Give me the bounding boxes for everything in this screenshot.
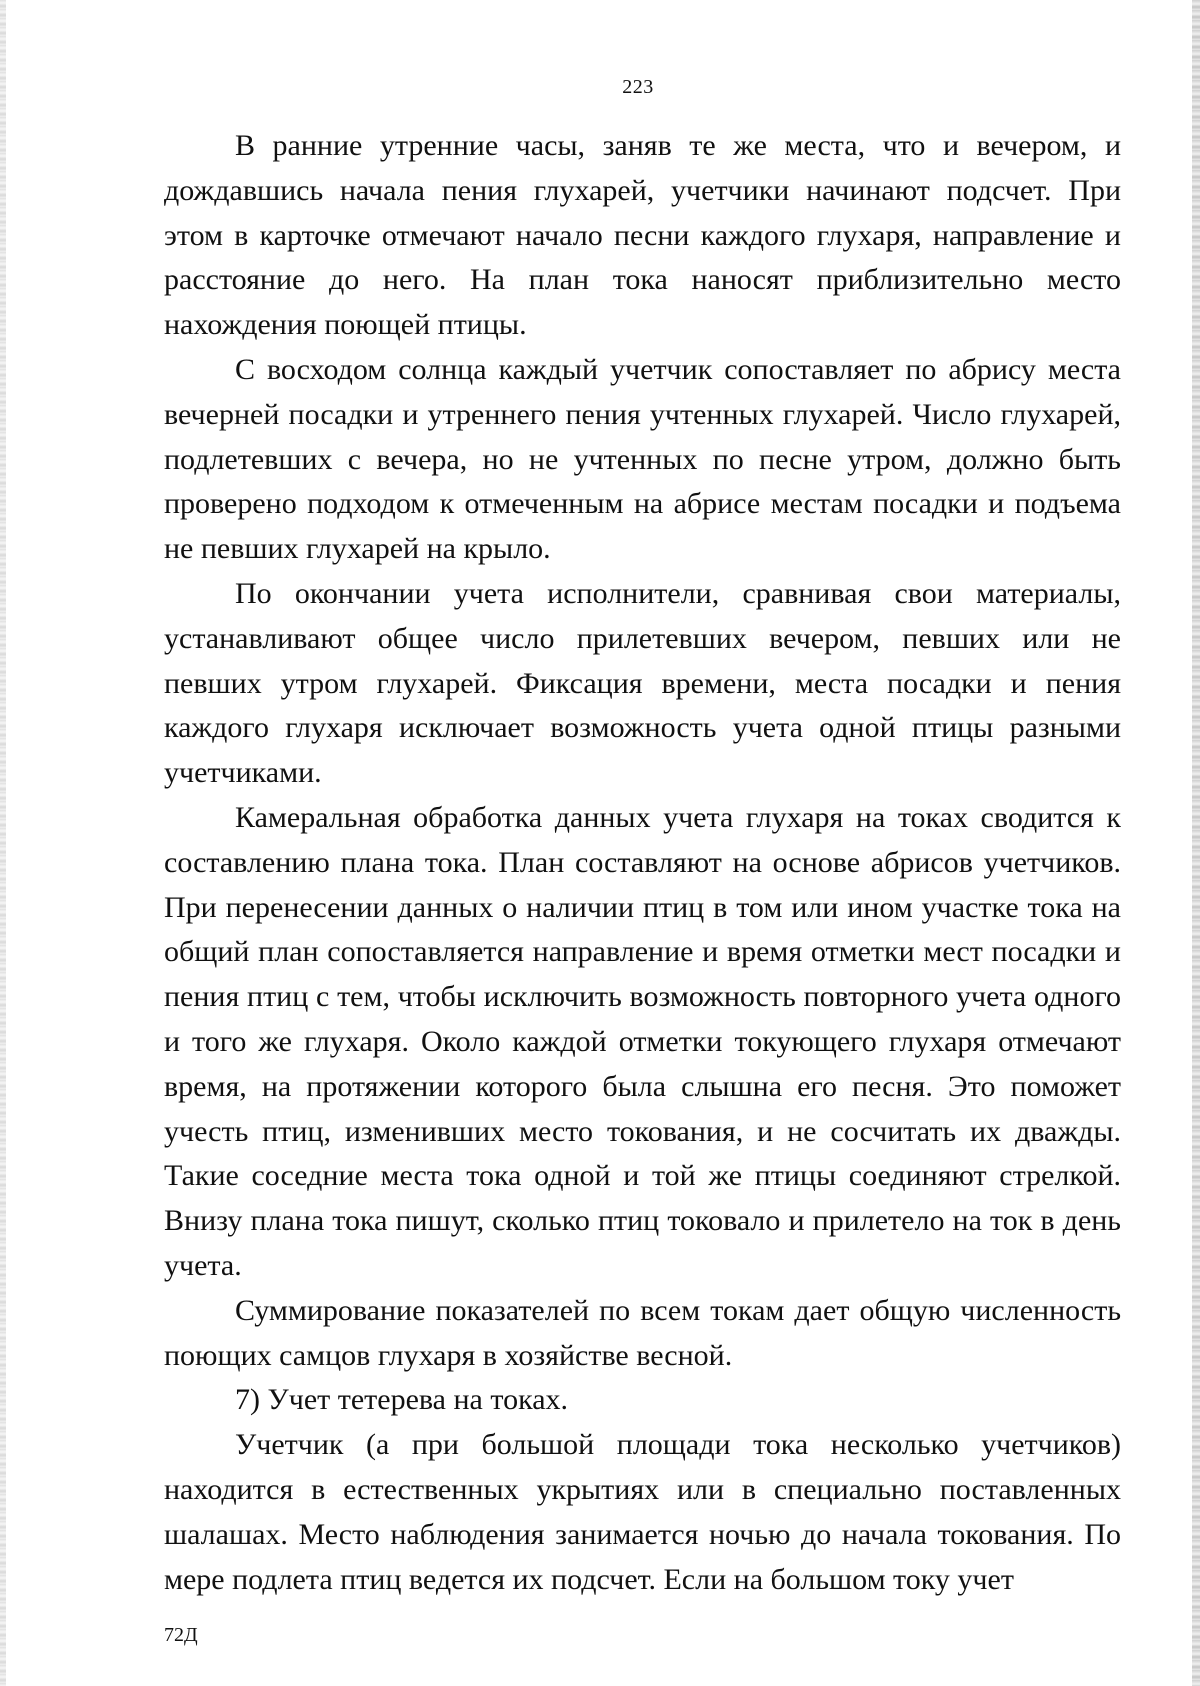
text-column bbox=[164, 124, 1121, 1602]
paragraph-black-grouse-count: Учетчик (а при большой площади тока несколько учетчиков) находится в естественных укрытиях или в специально поставленных шалашах. Место наблюдения занимается ночью до начала токования. По мере подлета птиц ведется их подсчет. Если на большом току учет bbox=[164, 1428, 1121, 1596]
footer-code: 72Д bbox=[164, 1624, 198, 1646]
paragraph-end-of-count: По окончании учета исполнители, сравнивая свои материалы, устанавливают общее число прилетевших вечером, певших или не певших утром глухарей. Фиксация времени, места посадки и пения каждого глухаря исключает возможность учета одной птицы разными учетчиками. bbox=[164, 576, 1121, 790]
scan-edge-left bbox=[0, 0, 6, 1686]
paragraph-summation: Суммирование показателей по всем токам дает общую численность поющих самцов глухаря в хозяйстве весной. bbox=[164, 1293, 1121, 1372]
paragraph-sunrise-comparison: С восходом солнца каждый учетчик сопоставляет по абрису места вечерней посадки и утреннего пения учтенных глухарей. Число глухарей, подлетевших с вечера, но не учтенных по песне утром, должно быть проверено подходом к отмеченным на абрисе местам посадки и подъема не певших глухарей на крыло. bbox=[164, 352, 1121, 566]
page-number: 223 bbox=[622, 76, 654, 98]
section-heading-black-grouse: 7) Учет тетерева на токах. bbox=[235, 1383, 569, 1417]
paragraph-morning-count: В ранние утренние часы, заняв те же места, что и вечером, и дождавшись начала пения глухарей, учетчики начинают подсчет. При этом в карточке отмечают начало песни каждого глухаря, направление и расстояние до него. На план тока наносят приблизительно место нахождения поющей птицы. bbox=[164, 129, 1121, 342]
scan-edge-right bbox=[1192, 0, 1200, 1686]
paragraph-office-processing: Камеральная обработка данных учета глухаря на токах сводится к составлению плана тока. План составляют на основе абрисов учетчиков. При перенесении данных о наличии птиц в том или ином участке тока на общий план сопоставляется направление и время отметки мест посадки и пения птиц с тем, чтобы исключить возможность повторного учета одного и того же глухаря. Около каждой отметки токующего глухаря отмечают время, на протяжении которого была слышна его песня. Это поможет учесть птиц, изменивших место токования, и не сосчитать их дважды. Такие соседние места тока одной и той же птицы соединяют стрелкой. Внизу плана тока пишут, сколько птиц токовало и прилетело на ток в день учета. bbox=[164, 800, 1121, 1282]
